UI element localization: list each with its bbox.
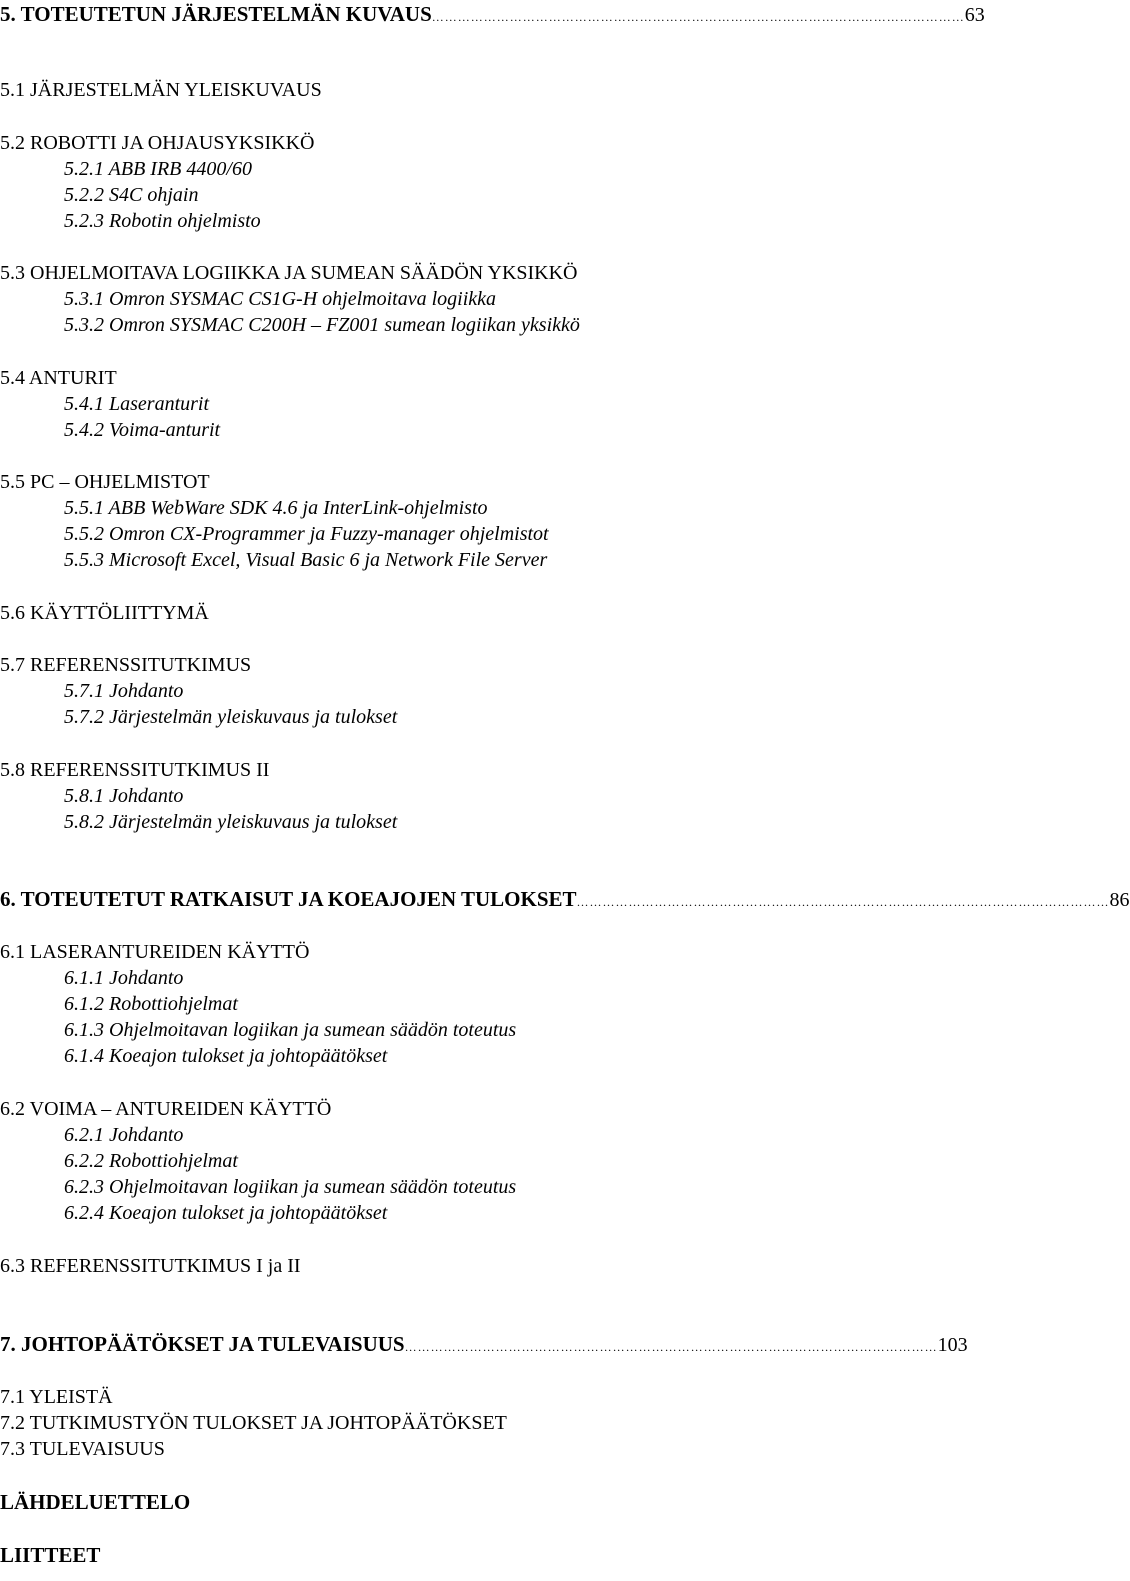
toc-subsection-6-2-3: 6.2.3 Ohjelmoitavan logiikan ja sumean säädön toteutus — [64, 1176, 517, 1198]
toc-section-7-1: 7.1 YLEISTÄ — [0, 1386, 113, 1408]
toc-subsection-5-3-2: 5.3.2 Omron SYSMAC C200H – FZ001 sumean logiikan yksikkö — [64, 314, 580, 336]
toc-subsection-6-1-3: 6.1.3 Ohjelmoitavan logiikan ja sumean säädön toteutus — [64, 1019, 517, 1041]
toc-subsection-6-1-4: 6.1.4 Koeajon tulokset ja johtopäätökset — [64, 1045, 388, 1067]
toc-subsection-6-2-1: 6.2.1 Johdanto — [64, 1124, 184, 1146]
toc-chapter-6 — [0, 887, 1130, 911]
toc-subsection-5-2-2: 5.2.2 S4C ohjain — [64, 184, 199, 206]
toc-chapter-7-page: 103 — [937, 1334, 968, 1356]
toc-chapter-7 — [0, 1332, 968, 1356]
toc-subsection-5-2-1: 5.2.1 ABB IRB 4400/60 — [64, 158, 252, 180]
toc-subsection-6-1-1: 6.1.1 Johdanto — [64, 967, 184, 989]
toc-subsection-5-4-1: 5.4.1 Laseranturit — [64, 393, 210, 415]
toc-section-5-2: 5.2 ROBOTTI JA OHJAUSYKSIKKÖ — [0, 132, 315, 154]
toc-section-5-4: 5.4 ANTURIT — [0, 367, 117, 389]
toc-chapter-5 — [0, 2, 985, 26]
toc-section-5-3: 5.3 OHJELMOITAVA LOGIIKKA JA SUMEAN SÄÄDÖN YKSIKKÖ — [0, 262, 578, 284]
toc-section-5-8: 5.8 REFERENSSITUTKIMUS II — [0, 759, 270, 781]
toc-section-7-3: 7.3 TULEVAISUUS — [0, 1438, 165, 1460]
toc-section-5-1: 5.1 JÄRJESTELMÄN YLEISKUVAUS — [0, 79, 322, 101]
toc-subsection-5-5-2: 5.5.2 Omron CX-Programmer ja Fuzzy-manager ohjelmistot — [64, 523, 549, 545]
toc-chapter-6-page: 86 — [1109, 889, 1130, 911]
toc-subsection-5-3-1: 5.3.1 Omron SYSMAC CS1G-H ohjelmoitava logiikka — [64, 288, 497, 310]
toc-section-7-2: 7.2 TUTKIMUSTYÖN TULOKSET JA JOHTOPÄÄTÖKSET — [0, 1412, 507, 1434]
toc-section-5-7: 5.7 REFERENSSITUTKIMUS — [0, 654, 252, 676]
toc-chapter-6-title: 6. TOTEUTETUT RATKAISUT JA KOEAJOJEN TULOKSET — [0, 887, 577, 911]
toc-subsection-5-7-2: 5.7.2 Järjestelmän yleiskuvaus ja tulokset — [64, 706, 398, 728]
toc-subsection-5-8-2: 5.8.2 Järjestelmän yleiskuvaus ja tulokset — [64, 811, 398, 833]
toc-section-6-2: 6.2 VOIMA – ANTUREIDEN KÄYTTÖ — [0, 1098, 332, 1120]
toc-chapter-5-title: 5. TOTEUTETUN JÄRJESTELMÄN KUVAUS — [0, 2, 432, 26]
toc-subsection-6-2-2: 6.2.2 Robottiohjelmat — [64, 1150, 238, 1172]
toc-subsection-5-2-3: 5.2.3 Robotin ohjelmisto — [64, 210, 261, 232]
toc-subsection-5-4-2: 5.4.2 Voima-anturit — [64, 419, 221, 441]
toc-section-5-6: 5.6 KÄYTTÖLIITTYMÄ — [0, 602, 209, 624]
toc-subsection-5-5-3: 5.5.3 Microsoft Excel, Visual Basic 6 ja Network File Server — [64, 549, 548, 571]
leader-dots: …………………………………………………………………………………………………………… — [431, 10, 965, 24]
leader-dots: …………………………………………………………………………………………………………… — [576, 895, 1110, 909]
toc-references: LÄHDELUETTELO — [0, 1490, 191, 1514]
toc-appendices: LIITTEET — [0, 1543, 101, 1567]
toc-subsection-6-2-4: 6.2.4 Koeajon tulokset ja johtopäätökset — [64, 1202, 388, 1224]
toc-section-6-3: 6.3 REFERENSSITUTKIMUS I ja II — [0, 1255, 301, 1277]
toc-section-5-5: 5.5 PC – OHJELMISTOT — [0, 471, 210, 493]
toc-subsection-6-1-2: 6.1.2 Robottiohjelmat — [64, 993, 238, 1015]
toc-subsection-5-7-1: 5.7.1 Johdanto — [64, 680, 184, 702]
toc-subsection-5-5-1: 5.5.1 ABB WebWare SDK 4.6 ja InterLink-ohjelmisto — [64, 497, 488, 519]
toc-subsection-5-8-1: 5.8.1 Johdanto — [64, 785, 184, 807]
leader-dots: …………………………………………………………………………………………………………… — [404, 1340, 938, 1354]
toc-chapter-5-page: 63 — [964, 4, 985, 26]
toc-section-6-1: 6.1 LASERANTUREIDEN KÄYTTÖ — [0, 941, 310, 963]
toc-chapter-7-title: 7. JOHTOPÄÄTÖKSET JA TULEVAISUUS — [0, 1332, 405, 1356]
